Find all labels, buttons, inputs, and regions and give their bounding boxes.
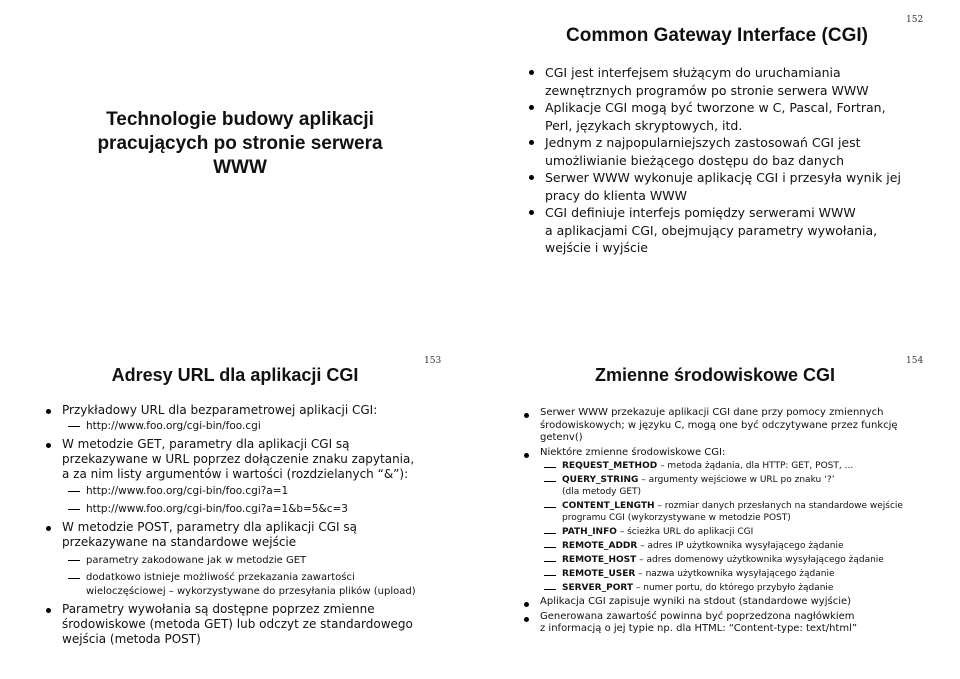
bullet-item xyxy=(527,99,917,134)
bullet-line: Serwer WWW przekazuje aplikacji CGI dane przy pomocy zmiennych xyxy=(540,407,884,418)
left-title-line: pracujących po stronie serwera xyxy=(97,133,383,154)
bullet-item xyxy=(44,403,464,434)
env-var-desc: – argumenty wejściowe w URL po znaku ‘?’ xyxy=(638,475,835,485)
sub-item xyxy=(64,571,464,599)
env-var-desc: – ścieżka URL do aplikacji CGI xyxy=(616,527,754,537)
bullet-list xyxy=(527,64,917,257)
slide-154 xyxy=(480,340,960,679)
env-var-item xyxy=(540,582,947,594)
bullet-line: W metodzie POST, parametry dla aplikacji CGI są xyxy=(62,520,357,534)
bullet-item xyxy=(527,134,917,169)
bullet-item xyxy=(44,602,464,647)
bullet-line: a za nim listy argumentów i wartości (rozdzielanych “&”): xyxy=(62,467,409,481)
env-var-desc: – metoda żądania, dla HTTP: GET, POST, ... xyxy=(657,461,854,471)
env-var-name: PATH_INFO xyxy=(562,527,617,537)
page-number: 154 xyxy=(906,356,924,366)
env-var-item xyxy=(540,540,947,552)
bullet-line: środowiskowe (metoda GET) lub odczyt ze standardowego xyxy=(62,617,413,631)
bullet-line: Przykładowy URL dla bezparametrowej aplikacji CGI: xyxy=(62,403,378,417)
bullet-line: umożliwianie bieżącego dostępu do baz danych xyxy=(545,152,845,168)
bullet-line: Niektóre zmienne środowiskowe CGI: xyxy=(540,446,726,458)
bullet-item xyxy=(527,204,917,257)
env-var-name: REQUEST_METHOD xyxy=(562,461,658,471)
env-var-item xyxy=(540,526,947,538)
env-var-name: REMOTE_USER xyxy=(562,569,636,579)
left-title-line: Technologie budowy aplikacji xyxy=(106,109,374,130)
env-var-desc: – nazwa użytkownika wysyłającego żądanie xyxy=(635,569,835,579)
bullet-item xyxy=(522,596,947,609)
slide-152 xyxy=(0,0,960,330)
env-var-name: CONTENT_LENGTH xyxy=(562,501,655,511)
bullet-line: pracy do klienta WWW xyxy=(545,187,687,203)
bullet-line: a aplikacjami CGI, obejmujący parametry wywołania, xyxy=(545,222,878,238)
env-var-item xyxy=(540,500,947,524)
sub-item xyxy=(64,553,464,568)
env-var-name: REMOTE_ADDR xyxy=(562,541,638,551)
bullet-item xyxy=(527,64,917,99)
slide-153 xyxy=(0,340,480,679)
bullet-line: W metodzie GET, parametry dla aplikacji CGI są xyxy=(62,437,350,451)
bullet-line: zewnętrznych programów po stronie serwera WWW xyxy=(545,82,869,98)
bullet-item xyxy=(522,447,947,595)
bullet-list xyxy=(522,407,947,636)
env-var-extra: (dla metody GET) xyxy=(562,487,642,497)
env-var-name: QUERY_STRING xyxy=(562,475,639,485)
bullet-line: środowiskowych; w języku C, mogą one być odczytywane przez funkcję xyxy=(540,419,898,431)
bullet-line: z informacją o jej typie np. dla HTML: “Content-type: text/html” xyxy=(540,623,858,634)
left-title-line: WWW xyxy=(213,157,267,178)
env-var-desc: – adres IP użytkownika wysyłającego żądanie xyxy=(637,541,844,551)
bullet-item xyxy=(522,407,947,445)
bullet-line: wejście i wyjście xyxy=(545,240,648,255)
bullet-item xyxy=(522,611,947,636)
url-example: http://www.foo.org/cgi-bin/foo.cgi?a=1&b=5&c=3 xyxy=(86,503,348,515)
sub-text: parametry zakodowane jak w metodzie GET xyxy=(86,555,307,566)
sub-text: dodatkowo istnieje możliwość przekazania zawartości xyxy=(86,572,355,583)
env-var-name: REMOTE_HOST xyxy=(562,555,637,565)
env-var-extra: programu CGI (wykorzystywane w metodzie POST) xyxy=(562,513,791,523)
bullet-list xyxy=(44,403,464,647)
slide-title: Adresy URL dla aplikacji CGI xyxy=(111,365,359,385)
page-number: 152 xyxy=(906,15,924,25)
env-var-item xyxy=(540,568,947,580)
bullet-line: Jednym z najpopularniejszych zastosowań CGI jest xyxy=(545,135,861,150)
sub-item xyxy=(64,502,464,517)
env-var-desc: – numer portu, do którego przybyło żądanie xyxy=(633,583,834,593)
bullet-line: getenv() xyxy=(540,432,583,443)
bullet-line: przekazywane na standardowe wejście xyxy=(62,535,297,549)
bullet-line: wejścia (metoda POST) xyxy=(62,632,201,646)
env-var-item xyxy=(540,554,947,566)
bullet-line: CGI jest interfejsem służącym do uruchamiania xyxy=(545,65,841,80)
sub-text: wieloczęściowej – wykorzystywane do przesyłania plików (upload) xyxy=(86,586,416,597)
bullet-line: Perl, językach skryptowych, itd. xyxy=(545,117,743,133)
bullet-item xyxy=(44,520,464,599)
left-title xyxy=(60,108,420,180)
env-var-item xyxy=(540,460,947,472)
bullet-line: Aplikacja CGI zapisuje wyniki na stdout (standardowe wyjście) xyxy=(540,596,852,607)
env-var-desc: – adres domenowy użytkownika wysyłającego żądanie xyxy=(636,555,884,565)
bullet-line: przekazywane w URL poprzez dołączenie znaku zapytania, xyxy=(62,452,415,466)
bullet-line: Serwer WWW wykonuje aplikację CGI i przesyła wynik jej xyxy=(545,170,901,185)
bullet-line: Generowana zawartość powinna być poprzedzona nagłówkiem xyxy=(540,610,855,622)
bullet-item xyxy=(44,437,464,517)
bullet-item xyxy=(527,169,917,204)
bullet-line: CGI definiuje interfejs pomiędzy serwerami WWW xyxy=(545,205,856,220)
sub-item xyxy=(64,419,464,434)
slide-title: Zmienne środowiskowe CGI xyxy=(594,365,836,385)
url-example: http://www.foo.org/cgi-bin/foo.cgi?a=1 xyxy=(86,485,289,497)
sub-item xyxy=(64,484,464,499)
page-number: 153 xyxy=(424,356,442,366)
env-var-name: SERVER_PORT xyxy=(562,583,634,593)
bullet-line: Aplikacje CGI mogą być tworzone w C, Pascal, Fortran, xyxy=(545,100,886,115)
slide-title: Common Gateway Interface (CGI) xyxy=(566,25,868,46)
env-var-item xyxy=(540,474,947,498)
bullet-line: Parametry wywołania są dostępne poprzez zmienne xyxy=(62,602,375,616)
url-example: http://www.foo.org/cgi-bin/foo.cgi xyxy=(86,420,261,432)
env-var-desc: – rozmiar danych przesłanych na standardowe wejście xyxy=(654,501,903,511)
